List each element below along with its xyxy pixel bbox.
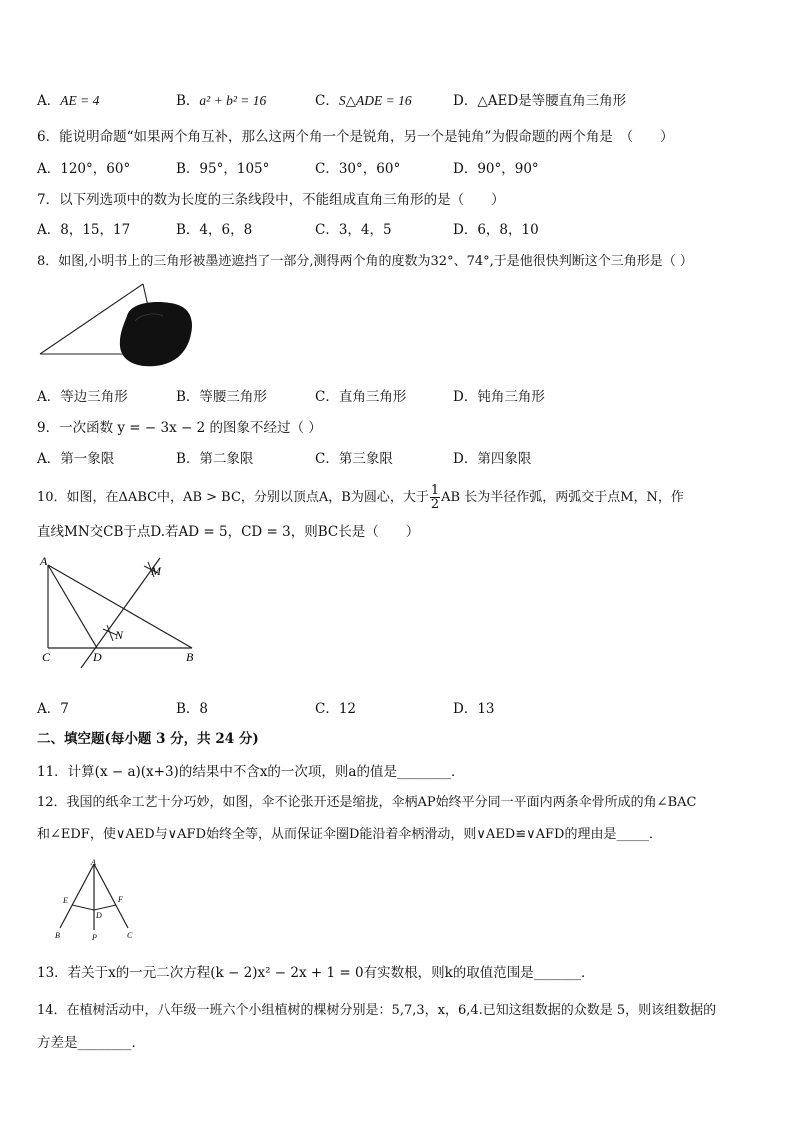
option-text: 等边三角形 — [60, 389, 128, 405]
option-text: AE = 4 — [60, 93, 100, 108]
q5-option-c — [315, 89, 412, 109]
q8-figure-ink-triangle — [35, 276, 205, 371]
option-text: 第三象限 — [338, 451, 393, 467]
option-label: B． — [176, 389, 200, 405]
option-text: 第二象限 — [199, 451, 254, 467]
option-text: 直角三角形 — [338, 389, 407, 405]
segment-ad — [48, 565, 97, 648]
q7-option-c — [315, 218, 392, 238]
q5-option-d — [453, 89, 626, 109]
q6-stem: 6．能说明命题“如果两个角互补，那么这两个角一个是锐角，另一个是钝角”为假命题的两个角是 （ ） — [37, 129, 674, 145]
option-label: B． — [176, 701, 200, 717]
q14-stem-line2: 方差是________． — [37, 1035, 145, 1051]
label-n: N — [115, 628, 124, 642]
option-text: 8，15，17 — [60, 222, 131, 238]
option-text: 30°，60° — [338, 161, 401, 177]
option-label: B． — [176, 222, 200, 238]
label-c: C — [42, 650, 51, 664]
q10-option-d — [453, 697, 495, 717]
option-label: B． — [176, 93, 200, 109]
section-fill-in-heading: 二、填空题(每小题 3 分，共 24 分) — [37, 731, 259, 747]
option-label: A． — [37, 701, 61, 717]
option-text: 90°，90° — [477, 161, 539, 177]
q9-option-c — [315, 447, 393, 467]
q12-stem-line2: 和∠EDF，使∨AED与∨AFD始终全等，从而保证伞圈D能沿着伞柄滑动，则∨AED≌∨AFD的理由是_____． — [37, 827, 662, 842]
q6-option-c — [315, 157, 400, 177]
option-text: △AED是等腰直角三角形 — [477, 93, 627, 109]
option-text: 120°，60° — [60, 161, 131, 177]
option-label: C． — [315, 701, 339, 717]
q8-option-d — [453, 385, 545, 405]
option-text: 第一象限 — [60, 451, 115, 467]
label-p: P — [92, 933, 97, 942]
option-label: A． — [37, 93, 61, 109]
fraction-denominator: 2 — [430, 497, 440, 512]
option-text: 6，8，10 — [477, 222, 539, 238]
option-text: 7 — [60, 701, 69, 717]
option-label: C． — [315, 451, 339, 467]
label-d: D — [96, 911, 102, 920]
q8-stem: 8．如图,小明书上的三角形被墨迹遮挡了一部分,测得两个角的度数为32°、74°,于是他很快判断这个三角形是（ ） — [37, 254, 693, 269]
option-text: 等腰三角形 — [199, 389, 267, 405]
q6-option-d — [453, 157, 539, 177]
option-text: 95°，105° — [199, 161, 270, 177]
q9-stem: 9．一次函数 y = − 3x − 2 的图象不经过（ ） — [37, 420, 322, 436]
q9-option-b — [176, 447, 253, 467]
q12-stem-line1: 12．我国的纸伞工艺十分巧妙，如图，伞不论张开还是缩拢，伞柄AP始终平分同一平面内两条伞骨所成的角∠BAC — [37, 795, 697, 810]
q7-option-a — [37, 218, 130, 238]
option-text: S△ADE = 16 — [338, 93, 412, 108]
q12-figure-umbrella — [50, 856, 145, 944]
q5-option-b — [176, 89, 266, 109]
strut-ed — [72, 905, 94, 910]
option-text: 第四象限 — [477, 451, 532, 467]
fraction-numerator: 1 — [430, 483, 440, 498]
q7-option-b — [176, 218, 252, 238]
q10-option-c — [315, 697, 356, 717]
ink-blot — [120, 302, 192, 366]
q10-option-b — [176, 697, 208, 717]
triangle-side-right — [143, 284, 148, 306]
q9-option-a — [37, 447, 114, 467]
option-text: a² + b² = 16 — [199, 93, 267, 108]
q7-stem: 7．以下列选项中的数为长度的三条线段中，不能组成直角三角形的是（ ） — [37, 192, 505, 208]
label-a: A — [91, 858, 96, 867]
option-label: C． — [315, 222, 339, 238]
q6-option-b — [176, 157, 269, 177]
q7-option-d — [453, 218, 539, 238]
q10-figure-triangle — [35, 553, 210, 668]
q10-stem-line1 — [37, 484, 684, 511]
option-text: 8 — [199, 701, 209, 717]
option-label: C． — [315, 93, 339, 109]
label-a: A — [40, 554, 48, 568]
option-label: A． — [37, 161, 61, 177]
option-label: D． — [453, 222, 478, 238]
q10-stem-line2: 直线MN交CB于点D.若AD = 5，CD = 3，则BC长是（ ） — [37, 524, 420, 540]
q8-option-b — [176, 385, 267, 405]
q8-option-a — [37, 385, 128, 405]
label-d: D — [93, 650, 102, 664]
label-f: F — [118, 895, 123, 904]
q9-option-d — [453, 447, 531, 467]
option-text: 3，4，5 — [338, 222, 392, 238]
q13-stem: 13．若关于x的一元二次方程(k − 2)x² − 2x + 1 = 0有实数根，则k的取值范围是_______． — [37, 965, 595, 981]
option-label: A． — [37, 389, 61, 405]
fraction-one-half — [430, 484, 440, 511]
option-text: 13 — [477, 701, 495, 717]
option-label: A． — [37, 222, 61, 238]
stem-text: 10．如图，在ΔABC中，AB > BC，分别以顶点A，B为圆心，大于 — [37, 490, 429, 505]
option-label: D． — [453, 701, 478, 717]
label-b: B — [55, 931, 60, 940]
option-label: C． — [315, 161, 339, 177]
q6-option-a — [37, 157, 130, 177]
q8-option-c — [315, 385, 406, 405]
stem-text: AB 长为半径作弧，两弧交于点M，N，作 — [441, 490, 684, 505]
option-label: D． — [453, 161, 478, 177]
option-label: B． — [176, 451, 200, 467]
option-label: A． — [37, 451, 61, 467]
q11-stem: 11．计算(x − a)(x+3)的结果中不含x的一次项，则a的值是________． — [37, 764, 465, 780]
option-label: B． — [176, 161, 200, 177]
q5-option-a — [37, 89, 99, 109]
option-text: 12 — [338, 701, 357, 717]
option-label: D． — [453, 93, 478, 109]
option-label: C． — [315, 389, 339, 405]
option-label: D． — [453, 389, 478, 405]
label-m: M — [151, 564, 161, 578]
option-text: 4，6，8 — [199, 222, 253, 238]
q10-option-a — [37, 697, 69, 717]
label-e: E — [63, 896, 68, 905]
option-label: D． — [453, 451, 478, 467]
option-text: 钝角三角形 — [477, 389, 545, 405]
label-b: B — [186, 650, 194, 664]
label-c: C — [127, 931, 133, 940]
strut-fd — [94, 905, 116, 910]
q14-stem-line1: 14．在植树活动中，八年级一班六个小组植树的棵树分别是：5,7,3，x，6,4.已知这组数据的众数是 5，则该组数据的 — [37, 1003, 717, 1018]
